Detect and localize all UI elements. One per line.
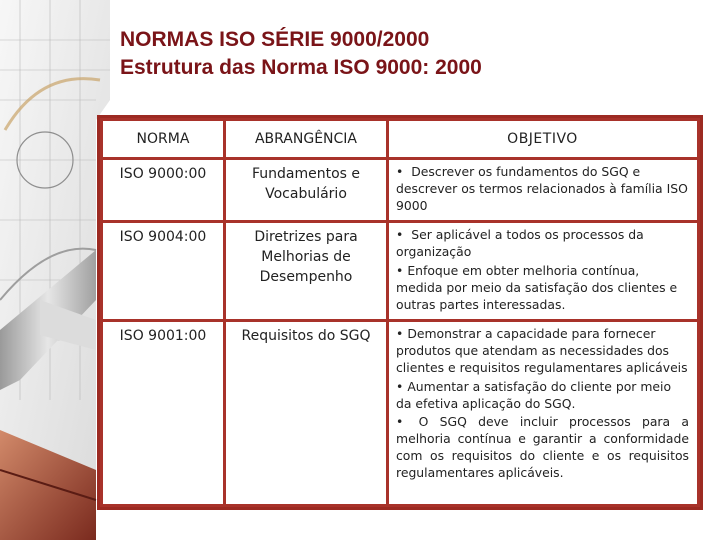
cell-abrangencia: Diretrizes para Melhorias de Desempenho <box>225 222 388 321</box>
objetivo-item: • Enfoque em obter melhoria contínua, medida por meio da satisfação dos clientes e outras partes interessadas. <box>396 262 678 312</box>
header-objetivo: OBJETIVO <box>388 120 699 159</box>
bullet-icon: • <box>396 326 404 342</box>
objetivo-item: • O SGQ deve incluir processos para a melhoria contínua e garantir a conformidade com os requisitos do cliente e os requisitos regulamentares aplicáveis. <box>396 414 689 480</box>
cell-norma: ISO 9001:00 <box>102 321 225 506</box>
cell-objetivo <box>388 222 699 321</box>
header-norma: NORMA <box>102 120 225 159</box>
bullet-icon: • <box>396 262 404 278</box>
cell-objetivo <box>388 159 699 222</box>
bullet-icon: • <box>396 414 404 430</box>
title-line-1: NORMAS ISO SÉRIE 9000/2000 <box>120 28 430 51</box>
table-header-row <box>102 120 699 159</box>
objetivo-item: • Ser aplicável a todos os processos da organização <box>396 227 644 260</box>
cell-norma: ISO 9004:00 <box>102 222 225 321</box>
header-abrangencia: ABRANGÊNCIA <box>225 120 388 159</box>
cell-abrangencia: Requisitos do SGQ <box>225 321 388 506</box>
table-row <box>102 321 699 506</box>
iso-structure-table <box>97 115 703 510</box>
table-row <box>102 222 699 321</box>
cell-objetivo <box>388 321 699 506</box>
slide-title <box>120 26 482 82</box>
cell-abrangencia: Fundamentos e Vocabulário <box>225 159 388 222</box>
title-line-2: Estrutura das Norma ISO 9000: 2000 <box>120 56 482 79</box>
table-row <box>102 159 699 222</box>
cell-norma: ISO 9000:00 <box>102 159 225 222</box>
bullet-icon: • <box>396 227 404 243</box>
objetivo-item: • Aumentar a satisfação do cliente por meio da efetiva aplicação do SGQ. <box>396 378 672 411</box>
objetivo-item: • Demonstrar a capacidade para fornecer produtos que atendam as necessidades dos clientes e requisitos regulamentares aplicáveis <box>396 326 688 375</box>
bullet-icon: • <box>396 378 404 394</box>
bullet-icon: • <box>396 164 404 179</box>
objetivo-item: • Descrever os fundamentos do SGQ e descrever os termos relacionados à família ISO 9000 <box>396 164 688 213</box>
